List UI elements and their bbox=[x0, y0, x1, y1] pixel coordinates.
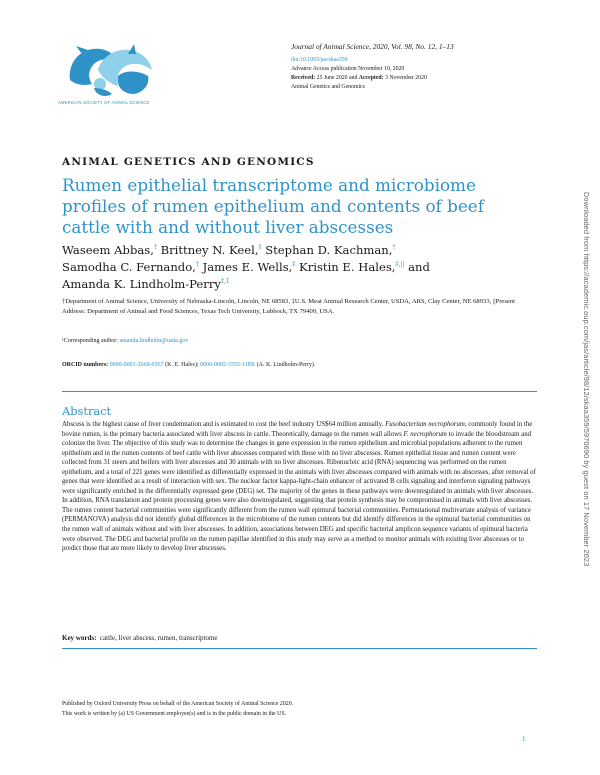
publisher-note: Published by Oxford University Press on behalf of the American Society of Animal Science 2020. bbox=[62, 701, 294, 707]
corresponding-label: ¹Corresponding author: bbox=[62, 338, 118, 344]
article-title: Rumen epithelial transcriptome and microbiome profiles of rumen epithelium and contents of beef cattle with and without liver abscesses bbox=[62, 175, 484, 237]
page-number: 1 bbox=[522, 735, 526, 743]
abstract-heading: Abstract bbox=[62, 404, 112, 418]
author[interactable]: Amanda K. Lindholm-Perry$^{\ddagger,1}$ bbox=[62, 277, 230, 292]
journal-citation: Journal of Animal Science, 2020, Vol. 98, No. 12, 1–13 bbox=[291, 42, 454, 51]
article-category: Animal Genetics and Genomics bbox=[291, 83, 365, 90]
affiliations: †Department of Animal Science, University of Nebraska-Lincoln, Lincoln, NE 68583, ‡U.S. Meat Animal Research Center, USDA, ARS, Clay Center, NE 68933, ||Present Address: Department of Animal and Food Sciences, Texas Tech University, Lubbock, TX 79409, USA. bbox=[62, 298, 515, 316]
logo-caption: AMERICAN SOCIETY OF ANIMAL SCIENCE bbox=[58, 100, 150, 105]
download-note: Downloaded from https://academic.oup.com/jas/article/98/12/skaa359/5970690 by guest on 17 November 2023 bbox=[582, 192, 591, 567]
asas-logo-icon bbox=[58, 40, 158, 102]
author-list bbox=[62, 242, 532, 294]
author[interactable]: Kristin E. Hales,‡,|| bbox=[299, 260, 405, 275]
author[interactable]: Samodha C. Fernando,† bbox=[62, 260, 199, 275]
orcid-owner: (A. K. Lindholm-Perry). bbox=[256, 362, 316, 368]
author[interactable]: Brittney N. Keel,‡ bbox=[160, 243, 262, 257]
author-conjunction: and bbox=[408, 260, 430, 275]
section-heading: ANIMAL GENETICS AND GENOMICS bbox=[62, 156, 315, 168]
received-label: Received: bbox=[291, 75, 316, 81]
author[interactable]: James E. Wells,‡ bbox=[202, 260, 296, 275]
corresponding-email-link[interactable]: amanda.lindholm@usda.gov bbox=[119, 338, 189, 344]
public-domain-note: This work is written by (a) US Government employee(s) and is in the public domain in the US. bbox=[62, 711, 287, 717]
received-accepted bbox=[291, 74, 521, 83]
orcid-link[interactable]: 0000-0001-2669-0567 bbox=[109, 362, 164, 368]
advance-access: Advance Access publication November 10, 2020 bbox=[291, 66, 405, 73]
orcid-label: ORCID numbers: bbox=[62, 362, 109, 368]
journal-metadata bbox=[291, 41, 521, 92]
author[interactable]: Stephan D. Kachman,† bbox=[265, 243, 396, 257]
corresponding-author bbox=[62, 338, 532, 344]
orcid-link[interactable]: 0000-0002-5555-118X bbox=[200, 362, 256, 368]
abstract-body: Abscess is the highest cause of liver condemnation and is estimated to cost the beef industry US$64 million annually. Fusobacterium necrophorum, commonly found in the bovine rumen, is the primary bacteria associated with liver abscess in cattle. Theoretically, damage to the rumen wall allows F. necrophorum to invade the bloodstream and colonize the liver. The objective of this study was to determine the changes in gene expression in the rumen epithelium and microbial populations adherent to the rumen epithelium and in the rumen contents of beef cattle with liver abscesses compared with those with no liver abscesses. Rumen epithelial tissue and rumen content were collected from 31 steers and heifers with liver abscesses and 30 animals with no liver abscesses. Ribonucleic acid (RNA) sequencing was performed on the rumen epithelium, and a total of 221 genes were identified as differentially expressed in the animals with liver abscesses compared with animals with no abscesses, after removal of genes that were identified as a result of interaction with sex. The nuclear factor kappa-light-chain enhancer of activated B cells signaling and interferon signaling pathways were significantly enriched in the differentially expressed gene (DEG) set. The majority of the genes in these pathways were downregulated in animals with liver abscesses. In addition, RNA translation and protein processing genes were also downregulated, suggesting that protein synthesis may be compromised in animals with liver abscesses. The rumen content bacterial communities were significantly different from the rumen wall epimural bacterial communities. Permutational multivariate analysis of variance (PERMANOVA) analysis did not identify global differences in the microbiome of the rumen contents but did identify differences in the epimural bacterial communities on the rumen wall of animals without and with liver abscesses. In addition, associations between DEG and specific bacterial amplicon sequence variants of epimural bacteria were observed. The DEG and bacterial profile on the rumen papillae identified in this study may serve as a method to monitor animals with existing liver abscesses or to predict those that are more likely to develop liver abscesses. bbox=[62, 421, 536, 553]
received-date: 25 June 2020 and bbox=[316, 75, 358, 81]
publication-footer bbox=[62, 699, 532, 719]
doi-link[interactable]: doi:10.1093/jas/skaa359 bbox=[291, 57, 348, 63]
keywords bbox=[62, 634, 532, 642]
orcid-owner: (K. E. Hales); bbox=[165, 362, 199, 368]
author[interactable]: Waseem Abbas,† bbox=[62, 243, 157, 257]
divider bbox=[62, 391, 537, 392]
taxon-name: F. necrophorum bbox=[403, 430, 447, 438]
accepted-label: Accepted: bbox=[358, 75, 384, 81]
keywords-label: Key words: bbox=[62, 634, 97, 642]
keywords-list: cattle, liver abscess, rumen, transcriptome bbox=[99, 634, 218, 642]
accepted-date: 3 November 2020 bbox=[385, 75, 427, 81]
divider bbox=[62, 648, 537, 649]
taxon-name: Fusobacterium necrophorum bbox=[385, 421, 465, 428]
orcid-numbers bbox=[62, 362, 532, 368]
